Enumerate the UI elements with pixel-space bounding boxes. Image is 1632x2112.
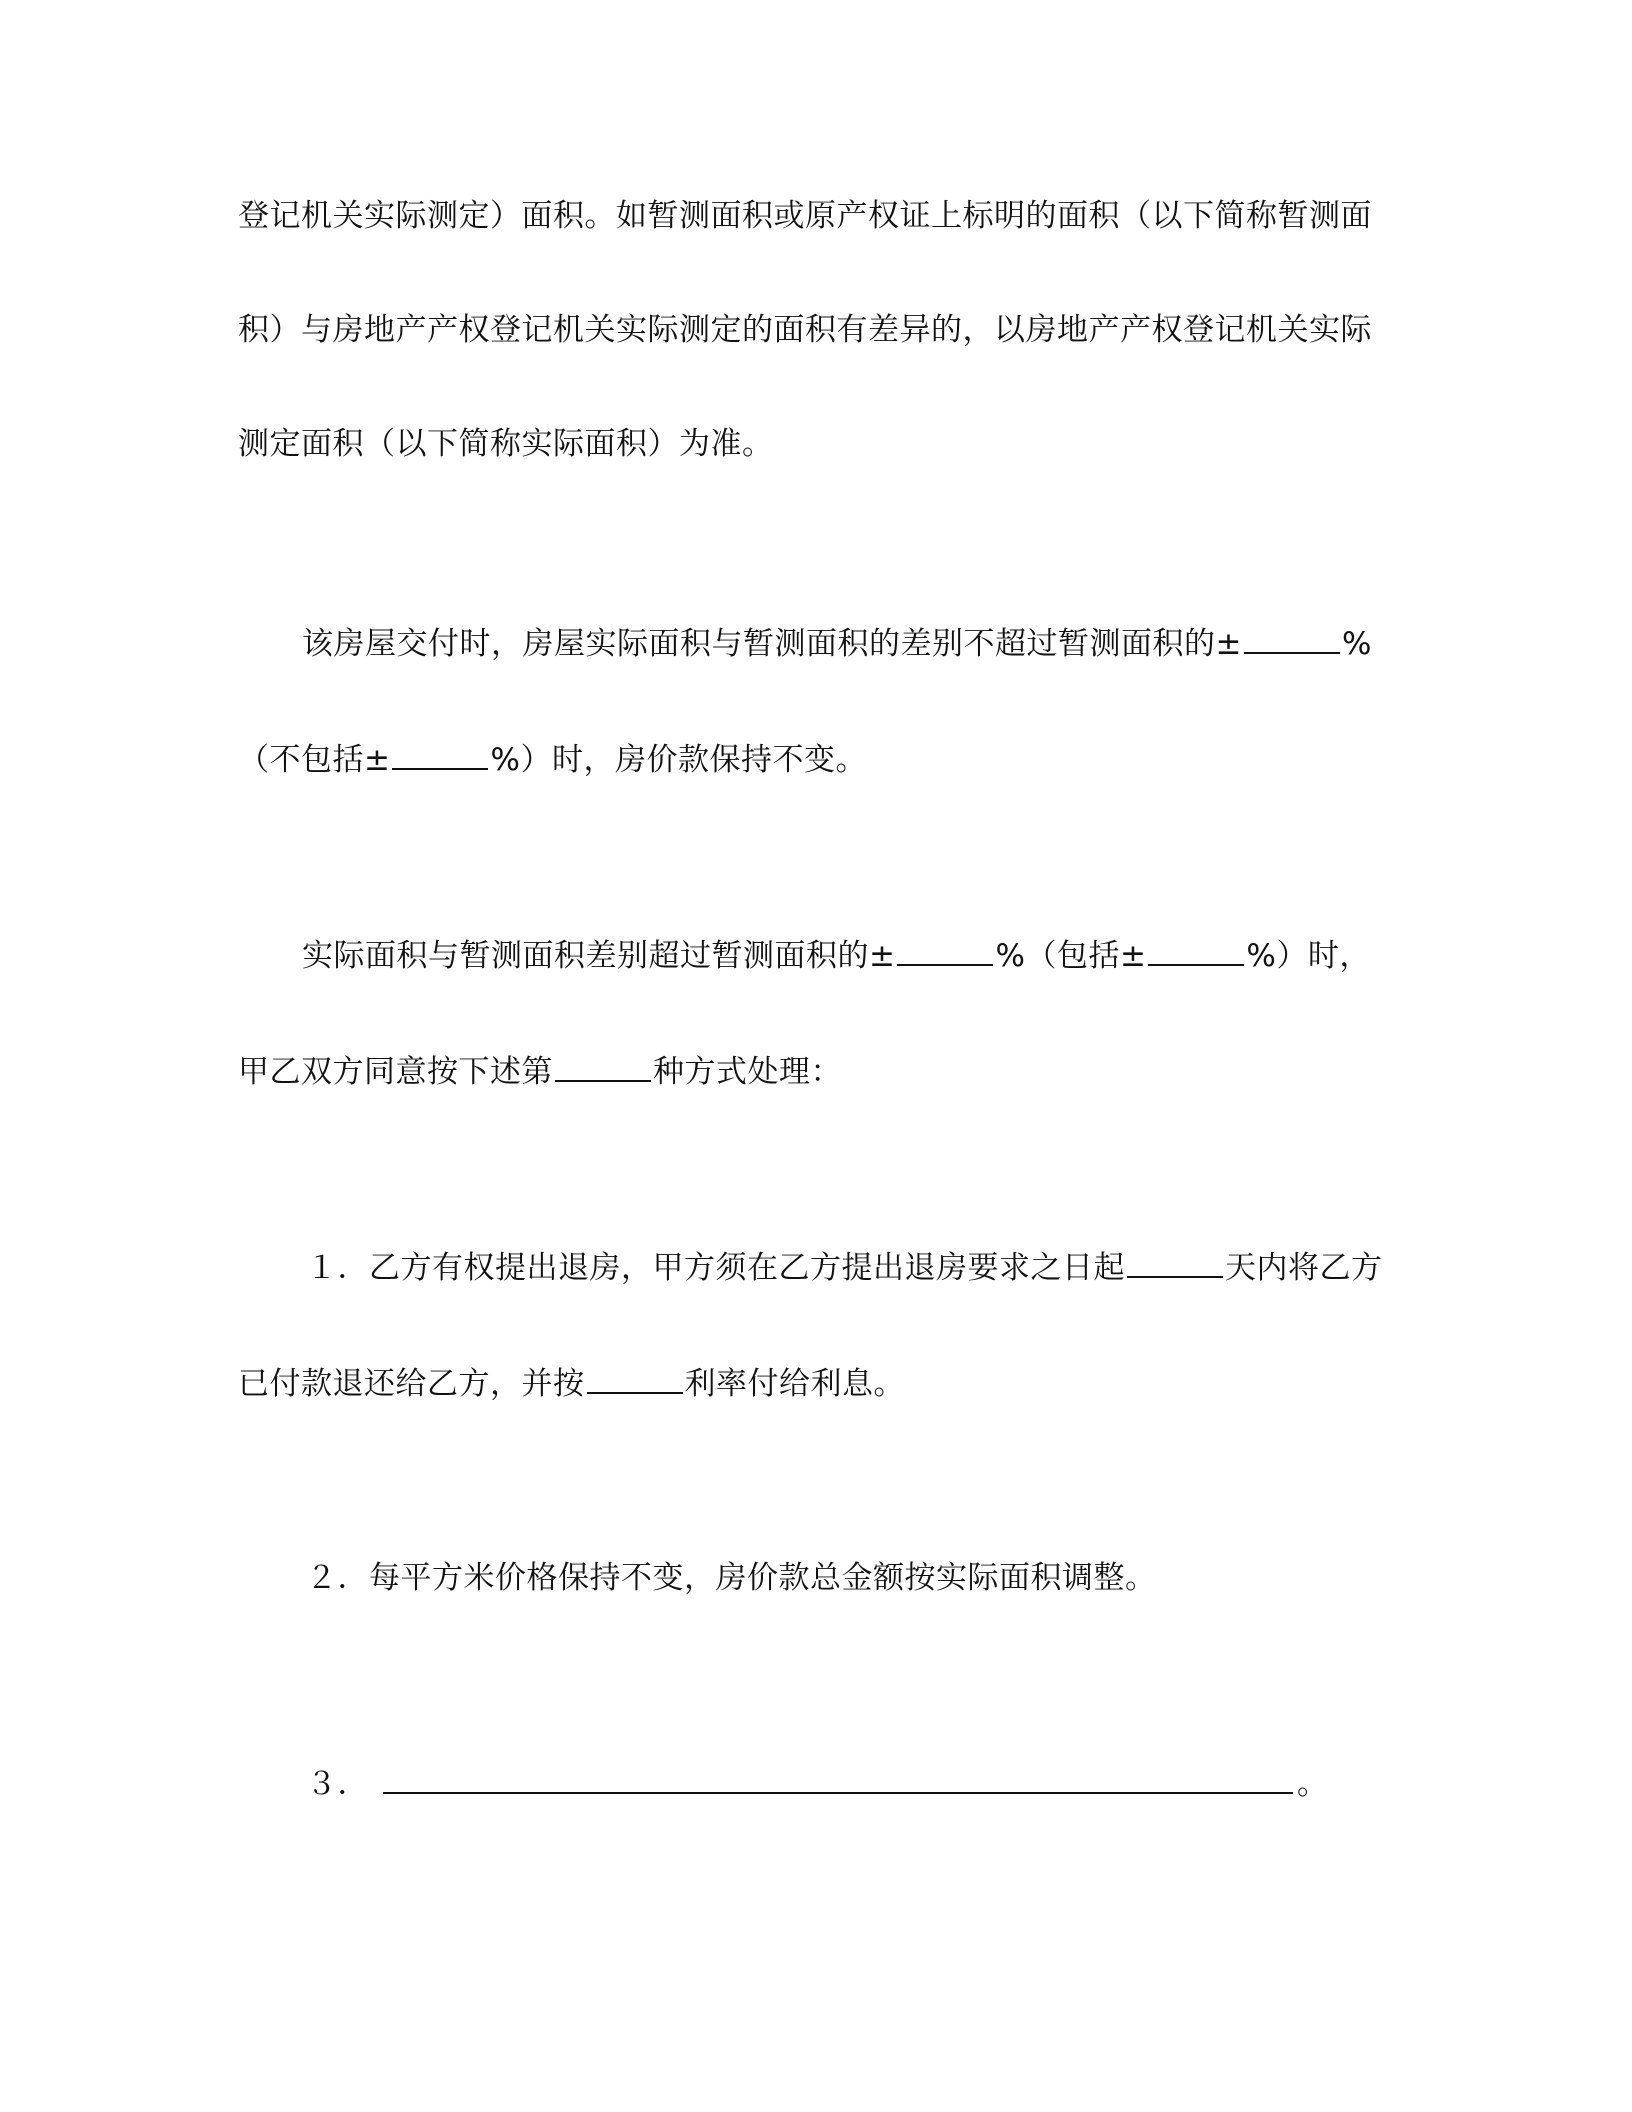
paragraph1-line2-text: 积）与房地产产权登记机关实际测定的面积有差异的，以房地产产权登记机关实际: [238, 312, 1372, 348]
blank-field-max-diff-percent[interactable]: [1244, 620, 1340, 654]
paragraph2-line2: [238, 736, 1398, 780]
paragraph1-line3: [238, 424, 1398, 464]
item1-line1-text: １．乙方有权提出退房，甲方须在乙方提出退房要求之日起: [306, 1250, 1125, 1286]
paragraph3-line1-text: 实际面积与暂测面积差别超过暂测面积的±: [302, 938, 896, 974]
paragraph2-line1: [302, 620, 1462, 664]
paragraph1-line2: [238, 310, 1398, 350]
item3-number: ３．: [306, 1766, 369, 1802]
item2-line: [306, 1558, 1466, 1598]
percent-sign: %: [1341, 626, 1372, 662]
item1-line1: [306, 1244, 1466, 1288]
paragraph3-line2-text: 甲乙双方同意按下述第: [238, 1054, 553, 1090]
item1-line1-end: 天内将乙方: [1225, 1250, 1383, 1286]
blank-field-excluded-percent[interactable]: [392, 736, 488, 770]
blank-field-included-percent[interactable]: [1148, 932, 1244, 966]
item1-line2-text: 已付款退还给乙方，并按: [238, 1366, 585, 1402]
paragraph3-line1-mid: %（包括±: [995, 938, 1147, 974]
blank-field-refund-days[interactable]: [1127, 1244, 1223, 1278]
paragraph3-line2: [238, 1048, 1398, 1092]
paragraph1-line3-text: 测定面积（以下简称实际面积）为准。: [238, 426, 774, 462]
blank-field-interest-rate[interactable]: [587, 1360, 683, 1394]
paragraph3-line2-end: 种方式处理：: [653, 1054, 842, 1090]
item3-line: [306, 1760, 1466, 1804]
blank-field-option-number[interactable]: [555, 1048, 651, 1082]
paragraph3-line1-end: %）时，: [1246, 938, 1371, 974]
blank-field-other-method[interactable]: [383, 1760, 1293, 1794]
item3-end: 。: [1297, 1766, 1329, 1802]
item2-text: ２．每平方米价格保持不变，房价款总金额按实际面积调整。: [306, 1560, 1157, 1596]
paragraph3-line1: [302, 932, 1462, 976]
item1-line2: [238, 1360, 1398, 1404]
paragraph2-line2-end: %）时，房价款保持不变。: [490, 742, 867, 778]
item1-line2-end: 利率付给利息。: [684, 1366, 905, 1402]
paragraph2-line2-text: （不包括±: [238, 742, 391, 778]
paragraph1-line1: [238, 196, 1398, 236]
blank-field-exceed-percent[interactable]: [897, 932, 993, 966]
paragraph2-line1-text: 该房屋交付时，房屋实际面积与暂测面积的差别不超过暂测面积的±: [302, 626, 1242, 662]
paragraph1-line1-text: 登记机关实际测定）面积。如暂测面积或原产权证上标明的面积（以下简称暂测面: [238, 198, 1372, 234]
